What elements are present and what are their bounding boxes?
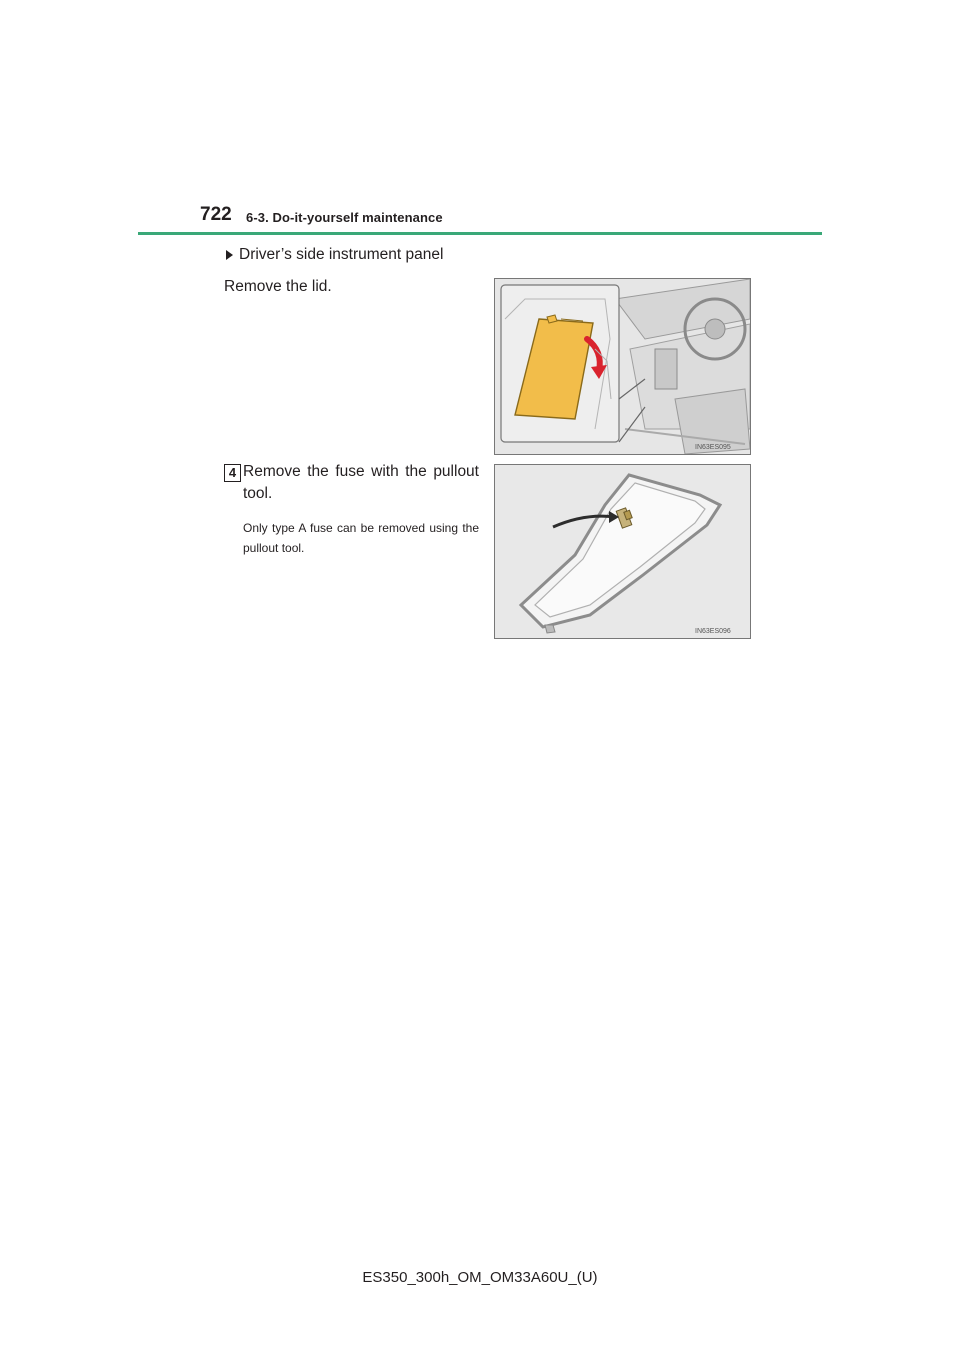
step-number-box: 4 <box>224 464 241 482</box>
figure-1-id: IN63ES095 <box>695 444 731 451</box>
page-number: 722 <box>200 204 232 225</box>
header-rule <box>138 232 822 235</box>
figure-remove-lid <box>494 278 751 455</box>
step-4-text: Remove the fuse with the pullout tool. <box>243 463 479 502</box>
triangle-bullet-icon <box>226 250 233 260</box>
figure-2-id: IN63ES096 <box>695 628 731 635</box>
pullout-tool-illustration <box>495 465 750 638</box>
subheading-bullet <box>226 246 443 264</box>
subheading-text: Driver’s side instrument panel <box>239 246 444 263</box>
figure-pullout-tool <box>494 464 751 639</box>
footer-doc-id: ES350_300h_OM_OM33A60U_(U) <box>362 1269 598 1286</box>
step-3-text: Remove the lid. <box>224 278 332 295</box>
step-4-note: Only type A fuse can be removed using the pullout tool. <box>243 521 479 555</box>
lid-illustration <box>495 279 750 454</box>
section-title: 6-3. Do-it-yourself maintenance <box>246 210 443 225</box>
